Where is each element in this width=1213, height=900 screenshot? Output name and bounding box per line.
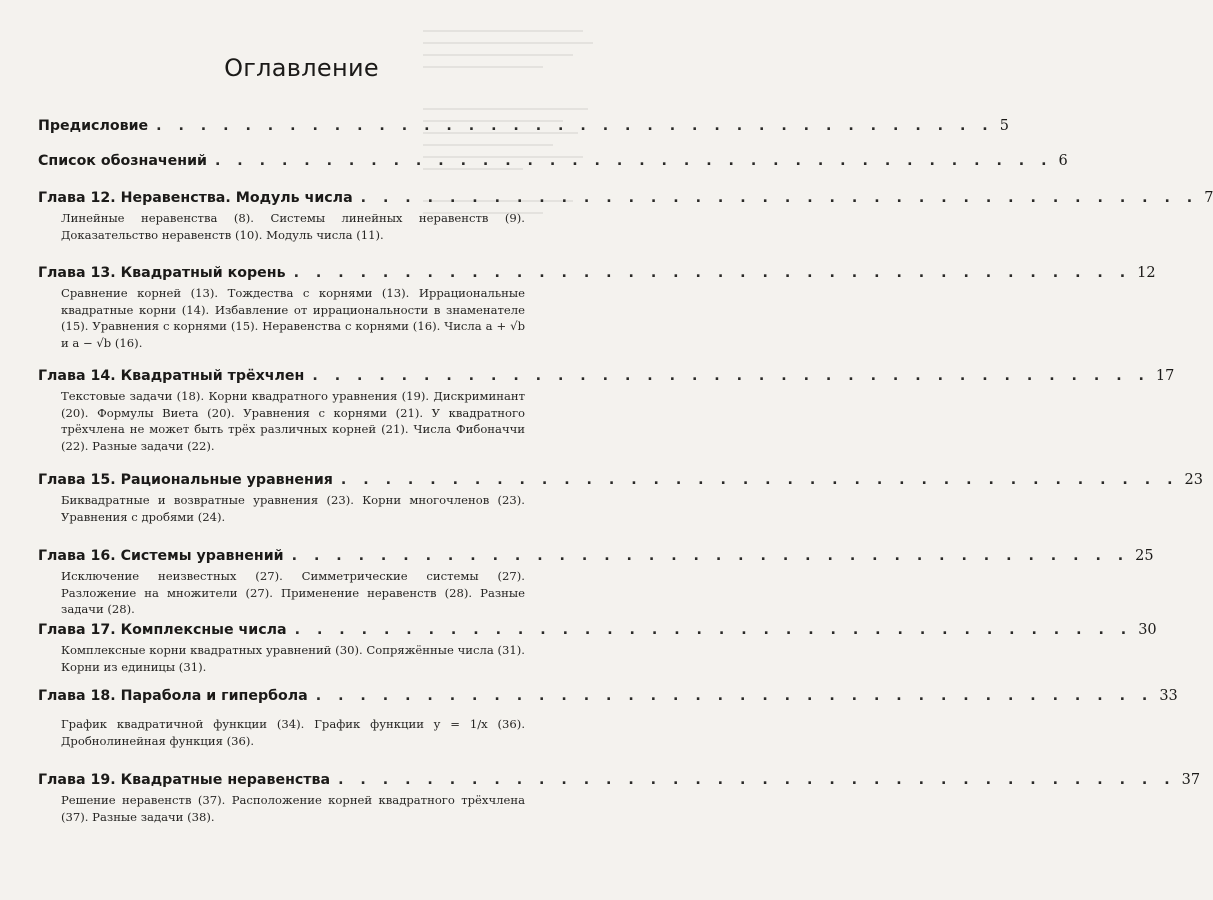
toc-description: Исключение неизвестных (27). Симметрические системы (27). Разложение на множители (27). Применение неравенств (28). Разные задачи (28). xyxy=(61,569,525,617)
toc-page-number: 5 xyxy=(999,118,1009,134)
toc-page-number: 17 xyxy=(1155,368,1175,384)
toc-description: Решение неравенств (37). Расположение корней квадратного трёхчлена (37). Разные задачи (38). xyxy=(61,793,525,824)
toc-description: График квадратичной функции (34). График функции y = 1/x (36). Дробнолинейная функция (36). xyxy=(61,717,525,748)
toc-entry-chapter-15[interactable] xyxy=(38,472,1203,525)
leader-dots: . . . . . . . . . . . . . . . . . . . . . . . . . . . . . . . . . . . . . . xyxy=(312,368,1150,384)
toc-entry-chapter-16[interactable] xyxy=(38,548,1154,618)
leader-dots: . . . . . . . . . . . . . . . . . . . . . . . . . . . . . . . . . . . . . . xyxy=(293,265,1132,281)
leader-dots: . . . . . . . . . . . . . . . . . . . . . . . . . . . . . . . . . . . . . . xyxy=(340,472,1179,488)
leader-dots: . . . . . . . . . . . . . . . . . . . . . . . . . . . . . . . . . . . . . . xyxy=(291,548,1130,564)
leader-dots: . . . . . . . . . . . . . . . . . . . . . . . . . . . . . . . . . . . . . . xyxy=(294,622,1133,638)
toc-heading: Глава 19. Квадратные неравенства xyxy=(38,772,331,788)
toc-entry-chapter-19[interactable] xyxy=(38,772,1201,825)
page-title: Оглавление xyxy=(224,54,379,83)
leader-dots: . . . . . . . . . . . . . . . . . . . . . . . . . . . . . . . . . . . . . . xyxy=(360,190,1199,206)
toc-heading: Глава 13. Квадратный корень xyxy=(38,265,286,281)
toc-heading: Глава 12. Неравенства. Модуль числа xyxy=(38,190,353,206)
leader-dots: . . . . . . . . . . . . . . . . . . . . . . . . . . . . . . . . . . . . . . xyxy=(156,118,994,134)
toc-entry-notation[interactable] xyxy=(38,153,1068,169)
toc-entry-preface[interactable] xyxy=(38,118,1009,134)
toc-entry-chapter-14[interactable] xyxy=(38,368,1175,454)
toc-entry-chapter-17[interactable] xyxy=(38,622,1157,675)
toc-heading: Глава 16. Системы уравнений xyxy=(38,548,284,564)
toc-description: Линейные неравенства (8). Системы линейных неравенств (9). Доказательство неравенств (10). Модуль числа (11). xyxy=(61,211,525,242)
leader-dots: . . . . . . . . . . . . . . . . . . . . . . . . . . . . . . . . . . . . . . xyxy=(338,772,1176,788)
toc-heading: Глава 17. Комплексные числа xyxy=(38,622,287,638)
toc-page-number: 23 xyxy=(1184,472,1203,488)
toc-entry-chapter-13[interactable] xyxy=(38,265,1156,351)
toc-description: Комплексные корни квадратных уравнений (30). Сопряжённые числа (31). Корни из единицы (31). xyxy=(61,643,525,674)
toc-description: Сравнение корней (13). Тождества с корнями (13). Иррациональные квадратные корни (14). Избавление от иррациональности в знаменателе (15). Уравнения с корнями (15). Неравенства с корнями (16). Числа a + √b и a − √b (16). xyxy=(61,286,525,350)
toc-entry-chapter-12[interactable] xyxy=(38,190,1213,243)
toc-page-number: 25 xyxy=(1135,548,1154,564)
toc-heading: Предисловие xyxy=(38,118,149,134)
toc-page-number: 12 xyxy=(1137,265,1156,281)
toc-heading: Глава 18. Парабола и гипербола xyxy=(38,688,308,704)
toc-description: Текстовые задачи (18). Корни квадратного уравнения (19). Дискриминант (20). Формулы Виета (20). Уравнения с корнями (21). У квадратного трёхчлена не может быть трёх различных корней (21). Числа Фибоначчи (22). Разные задачи (22). xyxy=(61,389,525,453)
toc-page-number: 30 xyxy=(1138,622,1157,638)
toc-heading: Глава 14. Квадратный трёхчлен xyxy=(38,368,305,384)
toc-heading: Список обозначений xyxy=(38,153,207,169)
toc-entry-chapter-18[interactable] xyxy=(38,688,1178,749)
toc-page-number: 37 xyxy=(1181,772,1201,788)
toc-description: Биквадратные и возвратные уравнения (23). Корни многочленов (23). Уравнения с дробями (24). xyxy=(61,493,525,524)
toc-heading: Глава 15. Рациональные уравнения xyxy=(38,472,333,488)
toc-page-number: 7 xyxy=(1204,190,1213,206)
leader-dots: . . . . . . . . . . . . . . . . . . . . . . . . . . . . . . . . . . . . . . xyxy=(214,153,1053,169)
leader-dots: . . . . . . . . . . . . . . . . . . . . . . . . . . . . . . . . . . . . . . xyxy=(315,688,1154,704)
toc-page-number: 33 xyxy=(1159,688,1178,704)
toc-page-number: 6 xyxy=(1058,153,1068,169)
